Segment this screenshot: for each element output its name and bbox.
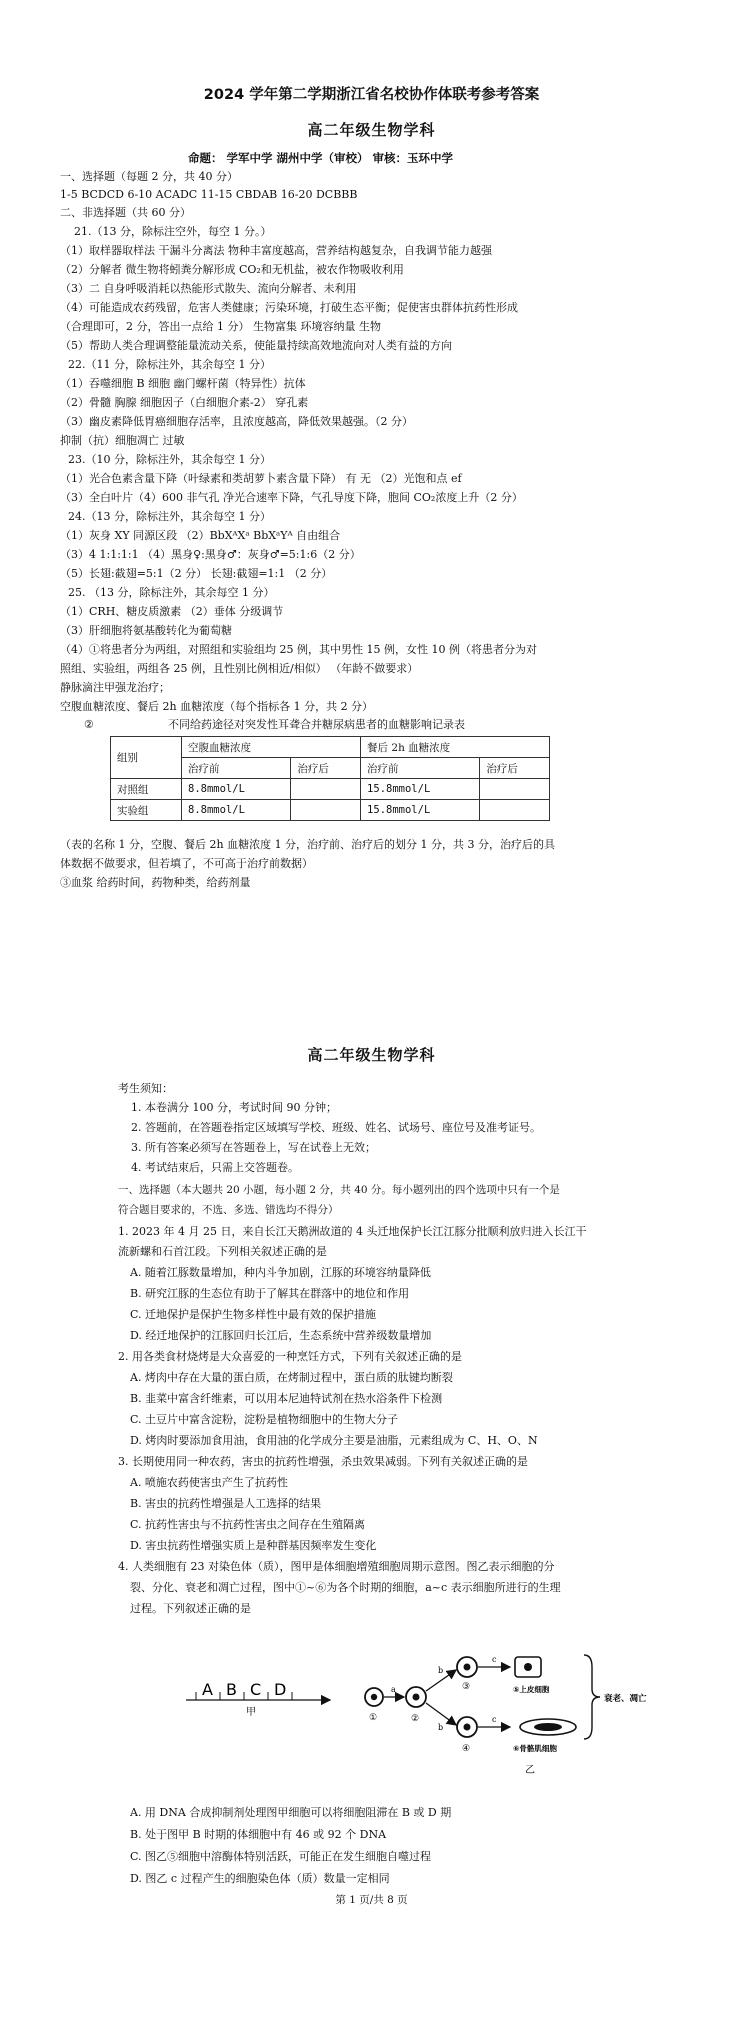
- cell-2-label: ②: [411, 1714, 420, 1724]
- answer-line: （2）分解者 微生物将蚓粪分解形成 CO₂和无机盐，被农作物吸收利用: [60, 263, 404, 276]
- question-4-stem: 裂、分化、衰老和凋亡过程，图中①~⑥为各个时期的细胞，a~c 表示细胞所进行的生理: [130, 1581, 561, 1594]
- table-header-before: 治疗前: [361, 758, 480, 779]
- answer-section-2: 二、非选择题（共 60 分）: [60, 206, 191, 219]
- question-3-stem: 3. 长期使用同一种农药，害虫的抗药性增强，杀虫效果减弱。下列有关叙述正确的是: [118, 1455, 528, 1468]
- question-option: C. 迁地保护是保护生物多样性中最有效的保护措施: [130, 1308, 377, 1321]
- table-cell-value: 15.8mmol/L: [361, 779, 480, 800]
- notice-item: 3. 所有答案必须写在答题卷上，写在试卷上无效；: [131, 1141, 376, 1154]
- question-option: B. 韭菜中富含纤维素，可以用本尼迪特试剂在热水浴条件下检测: [130, 1392, 443, 1405]
- table-cell-empty: [291, 779, 361, 800]
- answer-line: （4）①将患者分为两组，对照组和实验组均 25 例，其中男性 15 例，女性 10 例（将患者分为对: [60, 643, 537, 656]
- answer-section-1: 一、选择题（每题 2 分，共 40 分）: [60, 170, 238, 183]
- table-cell-empty: [291, 800, 361, 821]
- question-option: A. 用 DNA 合成抑制剂处理图甲细胞可以将细胞阻滞在 B 或 D 期: [130, 1806, 452, 1819]
- question-option: A. 喷施农药使害虫产生了抗药性: [130, 1476, 288, 1489]
- question-option: D. 图乙 c 过程产生的细胞染色体（质）数量一定相同: [130, 1872, 390, 1885]
- brace: [584, 1655, 600, 1739]
- cell-5-label: ⑤上皮细胞: [513, 1685, 550, 1694]
- answer-subject: 高二年级生物学科: [307, 121, 436, 139]
- question-option: A. 烤肉中存在大量的蛋白质，在烤制过程中，蛋白质的肽键均断裂: [130, 1371, 453, 1384]
- brace-label: 衰老、凋亡: [604, 1694, 647, 1704]
- table-row: [111, 800, 550, 821]
- answer-line: （2）骨髓 胸腺 细胞因子（白细胞介素-2） 穿孔素: [60, 396, 309, 409]
- exam-section-1: 符合题目要求的，不选、多选、错选均不得分）: [118, 1204, 339, 1216]
- answer-authors: 命题： 学军中学 湖州中学（审校） 审核：玉环中学: [188, 151, 454, 165]
- question-option: C. 土豆片中富含淀粉，淀粉是植物细胞中的生物大分子: [130, 1413, 399, 1426]
- exam-subject: 高二年级生物学科: [307, 1046, 436, 1064]
- process-c-label: c: [492, 1715, 497, 1724]
- table-cell-value: 8.8mmol/L: [182, 779, 291, 800]
- cell-4-label: ④: [462, 1744, 471, 1754]
- question-option: B. 处于图甲 B 时期的体细胞中有 46 或 92 个 DNA: [130, 1828, 387, 1841]
- answer-line: 照组、实验组，两组各 25 例，且性别比例相近/相似） （年龄不做要求）: [60, 662, 419, 675]
- question-option: B. 研究江豚的生态位有助于了解其在群落中的地位和作用: [130, 1287, 410, 1300]
- table-header-postmeal: 餐后 2h 血糖浓度: [361, 737, 550, 758]
- question-1-stem: 1. 2023 年 4 月 25 日，来自长江天鹅洲故道的 4 头迁地保护长江江豚分批顺利放归进入长江干: [118, 1225, 587, 1238]
- table-cell-value: 8.8mmol/L: [182, 800, 291, 821]
- figure-jia-label: 甲: [246, 1707, 256, 1718]
- answer-line: （3）肝细胞将氨基酸转化为葡萄糖: [60, 624, 232, 637]
- question-option: B. 害虫的抗药性增强是人工选择的结果: [130, 1497, 322, 1510]
- notice-title: 考生须知：: [118, 1082, 173, 1095]
- answer-line: （3）全白叶片（4）600 非气孔 净光合速率下降，气孔导度下降，胞间 CO₂浓度上升（2 分）: [60, 491, 523, 504]
- answer-line: （1）灰身 XY 同源区段 （2）BbXᴬXᵃ BbXᵃYᴬ 自由组合: [60, 529, 341, 542]
- answer-section-1-keys: 1-5 BCDCD 6-10 ACADC 11-15 CBDAB 16-20 DCBBB: [60, 188, 358, 201]
- question-option: C. 抗药性害虫与不抗药性害虫之间存在生殖隔离: [130, 1518, 366, 1531]
- table-header-before: 治疗前: [182, 758, 291, 779]
- table-header-after: 治疗后: [480, 758, 550, 779]
- process-a-label: a: [391, 1685, 396, 1694]
- table-cell-group: 实验组: [111, 800, 182, 821]
- notice-item: 1. 本卷满分 100 分，考试时间 90 分钟；: [131, 1101, 337, 1114]
- question-option: D. 烤肉时要添加食用油，食用油的化学成分主要是油脂，元素组成为 C、H、O、N: [130, 1434, 538, 1447]
- answer-line: （1）CRH、糖皮质激素 （2）垂体 分级调节: [60, 605, 284, 618]
- question-4-stem: 过程。下列叙述正确的是: [130, 1602, 251, 1615]
- answer-line: 体数据不做要求，但若填了，不可高于治疗前数据）: [60, 857, 313, 870]
- answer-line: 25. （13 分，除标注外，其余每空 1 分）: [68, 586, 275, 599]
- answer-line: 静脉滴注甲强龙治疗；: [60, 681, 170, 694]
- answer-line: （表的名称 1 分，空腹、餐后 2h 血糖浓度 1 分，治疗前、治疗后的划分 1 分，共 3 分，治疗后的具: [60, 838, 556, 851]
- answer-line: （1）取样器取样法 干漏斗分离法 物种丰富度越高，营养结构越复杂，自我调节能力越强: [60, 244, 492, 257]
- figure-yi-label: 乙: [525, 1765, 535, 1776]
- cell-cycle-figure: [180, 1645, 680, 1785]
- answer-line: （3）二 自身呼吸消耗以热能形式散失、流向分解者、未利用: [60, 282, 357, 295]
- table-cell-value: 15.8mmol/L: [361, 800, 480, 821]
- table-cell-empty: [480, 800, 550, 821]
- blood-glucose-table: [110, 736, 550, 821]
- question-1-stem: 流新螺和石首江段。下列相关叙述正确的是: [118, 1245, 327, 1258]
- answer-line: 空腹血糖浓度、餐后 2h 血糖浓度（每个指标各 1 分，共 2 分）: [60, 700, 374, 713]
- table-cell-empty: [480, 779, 550, 800]
- exam-section-1: 一、选择题（本大题共 20 小题，每小题 2 分，共 40 分。每小题列出的四个选项中只有一个是: [118, 1184, 560, 1196]
- question-option: A. 随着江豚数量增加，种内斗争加剧，江豚的环境容纳量降低: [130, 1266, 431, 1279]
- answer-line: ③血浆 给药时间，药物种类，给药剂量: [60, 876, 251, 889]
- notice-item: 4. 考试结束后，只需上交答题卷。: [131, 1161, 299, 1174]
- answer-line: 24.（13 分，除标注外，其余每空 1 分）: [68, 510, 271, 523]
- phase-label-d: D: [274, 1680, 287, 1699]
- answer-line: 23.（10 分，除标注外，其余每空 1 分）: [68, 453, 271, 466]
- process-b-label: b: [438, 1666, 444, 1675]
- process-c-label: c: [492, 1655, 497, 1664]
- answer-title: 2024 学年第二学期浙江省名校协作体联考参考答案: [203, 87, 540, 103]
- answer-line: 21.（13 分，除标注空外，每空 1 分。）: [74, 225, 272, 238]
- table-caption-number: ②: [84, 718, 94, 731]
- cell-1-label: ①: [369, 1713, 378, 1723]
- table-header-fasting: 空腹血糖浓度: [182, 737, 361, 758]
- answer-line: （5）长翅:截翅=5:1（2 分） 长翅:截翅=1:1 （2 分）: [60, 567, 333, 580]
- answer-line: （合理即可，2 分，答出一点给 1 分） 生物富集 环境容纳量 生物: [60, 320, 381, 333]
- answer-line: （4）可能造成农药残留，危害人类健康；污染环境，打破生态平衡；促使害虫群体抗药性形成: [60, 301, 518, 314]
- cell-6-label: ⑥骨骼肌细胞: [513, 1744, 557, 1753]
- page-footer: 第 1 页/共 8 页: [335, 1894, 408, 1906]
- notice-item: 2. 答题前，在答题卷指定区域填写学校、班级、姓名、试场号、座位号及准考证号。: [131, 1121, 541, 1134]
- table-header-after: 治疗后: [291, 758, 361, 779]
- phase-label-b: B: [226, 1680, 237, 1699]
- table-caption: 不同给药途径对突发性耳聋合并糖尿病患者的血糖影响记录表: [168, 718, 465, 731]
- phase-label-c: C: [250, 1680, 262, 1699]
- answer-line: （5）帮助人类合理调整能量流动关系，使能量持续高效地流向对人类有益的方向: [60, 339, 452, 352]
- table-row: [111, 779, 550, 800]
- cell-3-label: ③: [462, 1682, 471, 1692]
- question-2-stem: 2. 用各类食材烧烤是大众喜爱的一种烹饪方式，下列有关叙述正确的是: [118, 1350, 462, 1363]
- process-b-label: b: [438, 1723, 444, 1732]
- table-header-group: 组别: [111, 737, 182, 779]
- question-option: D. 经迁地保护的江豚回归长江后，生态系统中营养级数量增加: [130, 1329, 432, 1342]
- answer-line: （1）光合色素含量下降（叶绿素和类胡萝卜素含量下降） 有 无 （2）光饱和点 ef: [60, 472, 462, 485]
- answer-line: （1）吞噬细胞 B 细胞 幽门螺杆菌（特异性）抗体: [60, 377, 306, 390]
- question-4-stem: 4. 人类细胞有 23 对染色体（质），图甲是体细胞增殖细胞周期示意图。图乙表示细胞的分: [118, 1560, 555, 1573]
- question-option: C. 图乙⑤细胞中溶酶体特别活跃，可能正在发生细胞自噬过程: [130, 1850, 432, 1863]
- answer-line: 抑制（抗）细胞凋亡 过敏: [60, 434, 185, 447]
- answer-line: 22.（11 分，除标注外，其余每空 1 分）: [68, 358, 271, 371]
- answer-line: （3）幽皮素降低胃癌细胞存活率，且浓度越高，降低效果越强。（2 分）: [60, 415, 413, 428]
- answer-line: （3）4 1:1:1:1 （4）黑身♀:黑身♂：灰身♂=5:1:6（2 分）: [60, 548, 361, 561]
- table-cell-group: 对照组: [111, 779, 182, 800]
- question-option: D. 害虫抗药性增强实质上是种群基因频率发生变化: [130, 1539, 377, 1552]
- phase-label-a: A: [202, 1680, 213, 1699]
